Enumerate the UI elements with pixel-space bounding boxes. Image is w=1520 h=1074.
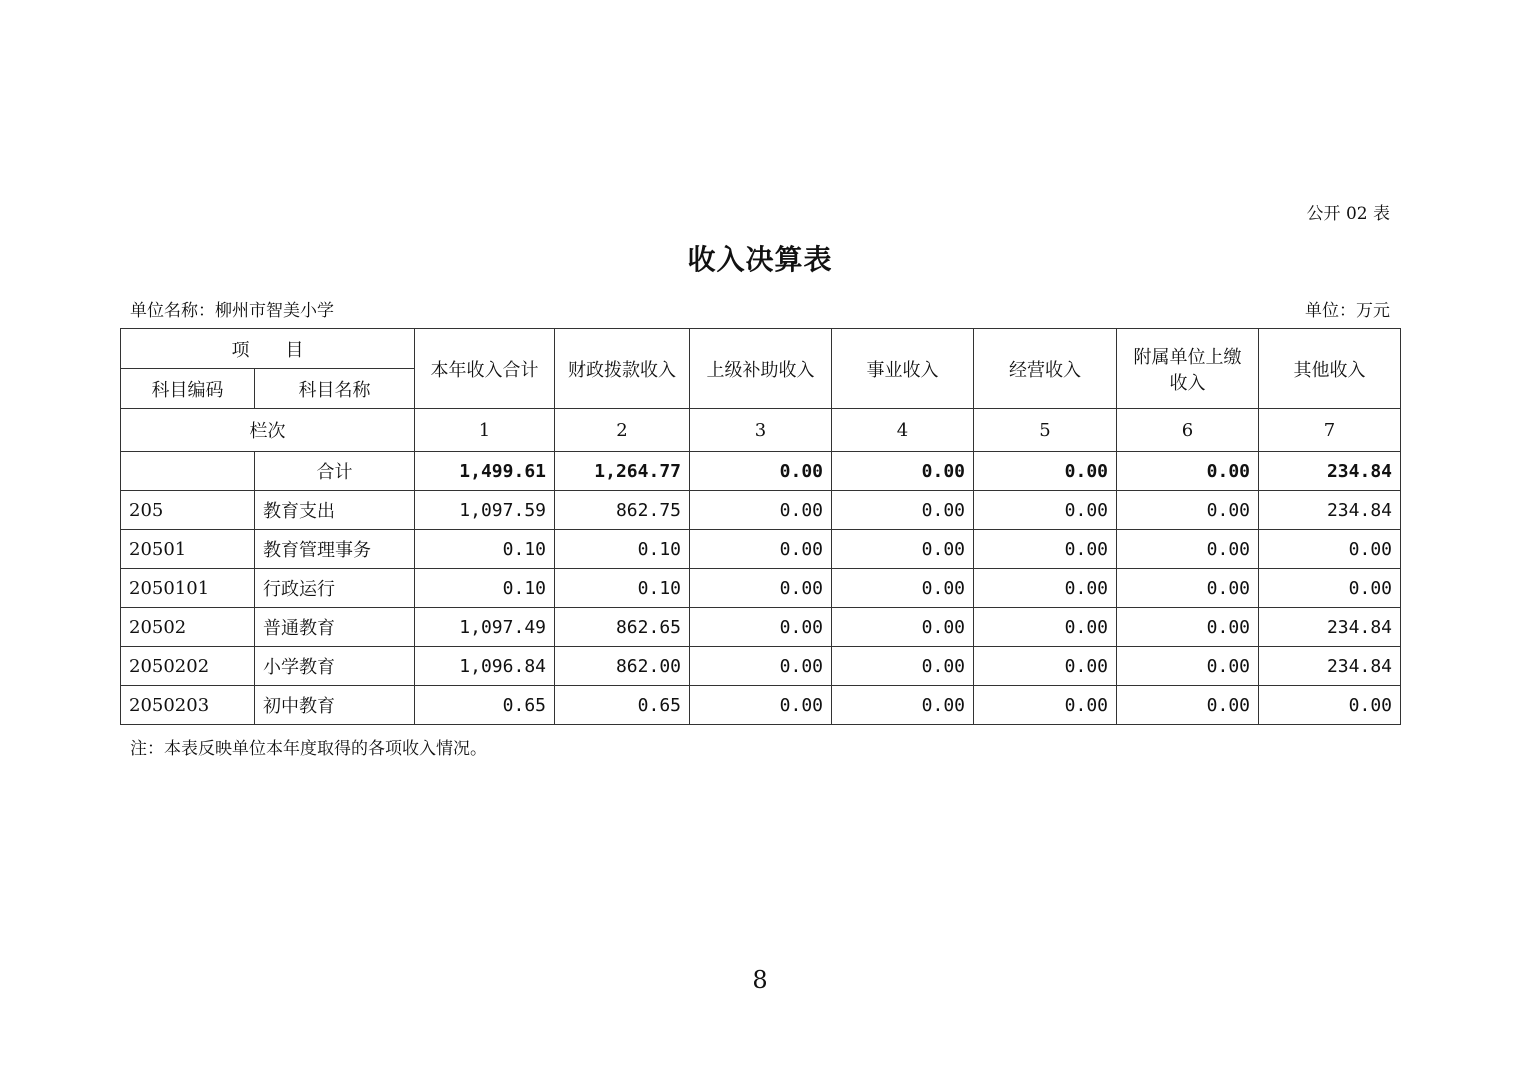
- row-value: 0.00: [1117, 452, 1259, 491]
- row-value: 0.65: [415, 686, 555, 725]
- row-name: 小学教育: [255, 647, 415, 686]
- row-value: 0.10: [415, 530, 555, 569]
- page-title: 收入决算表: [687, 243, 833, 276]
- row-value: 0.00: [832, 452, 974, 491]
- table-row: [121, 608, 1401, 647]
- row-value: 234.84: [1259, 452, 1401, 491]
- unit-name: 单位名称：柳州市智美小学: [130, 301, 334, 321]
- column-header: 附属单位上缴收入: [1117, 329, 1259, 409]
- row-value: 1,097.59: [415, 491, 555, 530]
- row-value: 0.00: [690, 686, 832, 725]
- row-value: 862.75: [555, 491, 690, 530]
- row-value: 0.00: [1117, 569, 1259, 608]
- total-row: [121, 452, 1401, 491]
- row-value: 234.84: [1259, 608, 1401, 647]
- index-number: 6: [1117, 409, 1259, 452]
- row-value: 0.00: [974, 452, 1117, 491]
- row-value: 1,096.84: [415, 647, 555, 686]
- table-row: [121, 491, 1401, 530]
- form-code: 公开 02 表: [1306, 204, 1390, 224]
- row-code: 20501: [121, 530, 255, 569]
- row-value: 0.00: [974, 569, 1117, 608]
- row-name: 初中教育: [255, 686, 415, 725]
- row-code: 2050101: [121, 569, 255, 608]
- table-row: [121, 530, 1401, 569]
- row-name: 行政运行: [255, 569, 415, 608]
- row-value: 0.00: [832, 530, 974, 569]
- row-value: 0.00: [832, 686, 974, 725]
- row-value: 0.00: [1117, 491, 1259, 530]
- row-value: 0.00: [1259, 569, 1401, 608]
- column-header: 经营收入: [974, 329, 1117, 409]
- row-value: 0.00: [690, 491, 832, 530]
- row-value: 0.00: [832, 647, 974, 686]
- row-value: 0.00: [1117, 530, 1259, 569]
- unit-currency: 单位：万元: [1305, 301, 1390, 321]
- column-header: 事业收入: [832, 329, 974, 409]
- index-label: 栏次: [121, 409, 415, 452]
- table-row: [121, 686, 1401, 725]
- row-value: 862.00: [555, 647, 690, 686]
- row-value: 1,499.61: [415, 452, 555, 491]
- row-value: 0.00: [974, 491, 1117, 530]
- row-value: 862.65: [555, 608, 690, 647]
- index-number: 4: [832, 409, 974, 452]
- row-value: 0.00: [974, 608, 1117, 647]
- row-value: 0.00: [974, 647, 1117, 686]
- row-value: 0.00: [974, 686, 1117, 725]
- row-value: 0.00: [832, 491, 974, 530]
- table-row: [121, 569, 1401, 608]
- row-value: 0.10: [415, 569, 555, 608]
- row-value: 234.84: [1259, 491, 1401, 530]
- index-number: 3: [690, 409, 832, 452]
- row-value: 0.00: [1117, 647, 1259, 686]
- row-value: 0.10: [555, 569, 690, 608]
- row-value: 0.00: [1259, 530, 1401, 569]
- row-value: 0.00: [690, 452, 832, 491]
- page-number: 8: [752, 966, 768, 994]
- column-header: 其他收入: [1259, 329, 1401, 409]
- header-row: [121, 329, 1401, 369]
- row-value: 0.00: [1117, 608, 1259, 647]
- header-code: 科目编码: [121, 369, 255, 409]
- column-header: 上级补助收入: [690, 329, 832, 409]
- footnote: 注：本表反映单位本年度取得的各项收入情况。: [130, 739, 487, 759]
- row-value: 234.84: [1259, 647, 1401, 686]
- row-value: 1,097.49: [415, 608, 555, 647]
- row-name: 教育支出: [255, 491, 415, 530]
- row-code: 205: [121, 491, 255, 530]
- header-name: 科目名称: [255, 369, 415, 409]
- row-value: 1,264.77: [555, 452, 690, 491]
- row-name: 合计: [255, 452, 415, 491]
- row-value: 0.10: [555, 530, 690, 569]
- row-value: 0.00: [1259, 686, 1401, 725]
- index-number: 2: [555, 409, 690, 452]
- row-code: 2050203: [121, 686, 255, 725]
- column-header: 本年收入合计: [415, 329, 555, 409]
- row-value: 0.00: [690, 530, 832, 569]
- index-number: 1: [415, 409, 555, 452]
- row-code: [121, 452, 255, 491]
- row-value: 0.65: [555, 686, 690, 725]
- row-code: 20502: [121, 608, 255, 647]
- row-name: 教育管理事务: [255, 530, 415, 569]
- row-value: 0.00: [690, 647, 832, 686]
- index-row: [121, 409, 1401, 452]
- index-number: 7: [1259, 409, 1401, 452]
- column-header: 财政拨款收入: [555, 329, 690, 409]
- header-group: 项 目: [121, 329, 415, 369]
- row-value: 0.00: [832, 608, 974, 647]
- row-value: 0.00: [690, 569, 832, 608]
- row-value: 0.00: [974, 530, 1117, 569]
- row-value: 0.00: [690, 608, 832, 647]
- table-row: [121, 647, 1401, 686]
- index-number: 5: [974, 409, 1117, 452]
- row-value: 0.00: [832, 569, 974, 608]
- row-name: 普通教育: [255, 608, 415, 647]
- row-value: 0.00: [1117, 686, 1259, 725]
- income-table: [120, 328, 1401, 725]
- row-code: 2050202: [121, 647, 255, 686]
